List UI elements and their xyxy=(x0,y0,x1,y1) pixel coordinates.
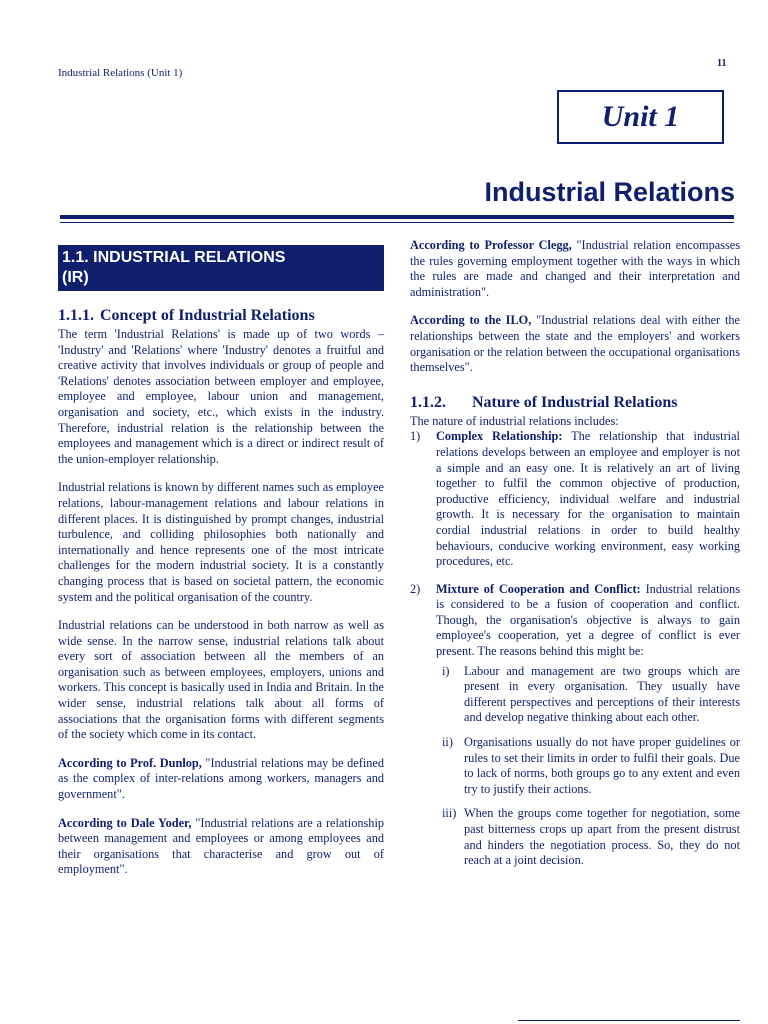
paragraph-ilo xyxy=(410,313,740,375)
reasons-list xyxy=(436,664,740,869)
quote-source-ilo: According to the ILO, xyxy=(410,313,532,328)
list-marker: iii) xyxy=(442,806,457,821)
footer-rule xyxy=(518,1020,740,1021)
item-text: When the groups come together for negotiation, some past bitterness crops up apart from the present distrust and hinders the negotiation process. So, they do not reach at a joint decision. xyxy=(464,806,740,868)
unit-label: Unit 1 xyxy=(601,100,680,133)
quote-yoder: "Industrial relations are a relationship between management and employees or among employees and their organisations that characterise and grow out of employment". xyxy=(58,815,385,877)
item-title: Complex Relationship: xyxy=(436,429,563,444)
unit-label-box xyxy=(557,90,724,144)
paragraph-concept-1: The term 'Industrial Relations' is made up of two words – 'Industry' and 'Relations' where 'Industry' denotes a fruitful and creative activity that involves individuals or group of people and 'Relations' denotes association between employer and employee, employee and employee, labour union and management, organisation and society, etc., which exists in the industry. Therefore, industrial relation is the relationship between the employees and management which is a direct or indirect result of the union-employer relationship. xyxy=(58,327,384,466)
right-column xyxy=(410,238,740,878)
nature-list xyxy=(410,429,740,868)
list-item xyxy=(410,582,740,869)
quote-source-clegg: According to Professor Clegg, xyxy=(410,238,572,252)
list-item xyxy=(436,735,740,797)
quote-ilo: "Industrial relations deal with either the relationships between the state and the employers' and workers organisation or the relation between the occupational organisations themselves". xyxy=(410,313,740,375)
paragraph-concept-3: Industrial relations can be understood in both narrow as well as wide sense. In the narrow sense, industrial relations talk about every sort of association between all the members of an organisation such as between employees, employers, unions and workers. This concept is basically used in India and Britain. In the wider sense, industrial relations talk about all forms of associations that the organisation forms with different segments of the society which come in its contact. xyxy=(58,618,384,742)
subsection-heading-1-1-1 xyxy=(58,307,384,325)
item-text: The relationship that industrial relations develops between an employee and employer is not a simple and an easy one. It is relatively an art of living together to fulfil the common objective of production, productive efficiency, individual welfare and industrial growth. It is necessary for the organisation to maintain cordial industrial relations in order to build healthy behaviours, conducive working environment, easy working procedures, etc. xyxy=(436,429,740,569)
quote-dunlop: "Industrial relations may be defined as the complex of inter-relations among workers, managers and government". xyxy=(58,755,384,802)
title-rule-thin xyxy=(60,222,734,223)
item-title: Mixture of Cooperation and Conflict: xyxy=(436,581,641,596)
paragraph-dunlop xyxy=(58,756,384,803)
list-item xyxy=(436,664,740,726)
running-header: Industrial Relations (Unit 1) xyxy=(58,67,183,79)
section-banner-line1: 1.1. INDUSTRIAL RELATIONS xyxy=(62,249,286,266)
item-text: Labour and management are two groups which are present in every organisation. They usually have different perspectives and perceptions of their interests and develop negative thinking about each other. xyxy=(464,663,740,725)
paragraph-concept-2: Industrial relations is known by different names such as employee relations, labour-management relations and labour relations in different places. It is distinguished by prompt changes, industrial turbulence, and colliding philosophies both nationally and internationally and hence represents one of the most intricate challenges for the modern industrial society. It is a constantly changing process that is based on societal pattern, the economic system and the political organisation of the country. xyxy=(58,480,384,604)
list-marker: i) xyxy=(442,663,450,678)
quote-source-dunlop: According to Prof. Dunlop, xyxy=(58,755,202,770)
subsection-title: Nature of Industrial Relations xyxy=(472,393,678,411)
title-rule-thick xyxy=(60,215,734,219)
subsection-title: Concept of Industrial Relations xyxy=(100,307,315,324)
section-banner xyxy=(58,245,384,291)
item-text: Industrial relations is considered to be a fusion of cooperation and conflict. Though, the organisation's objective is always to gain employee's cooperation, yet a degree of conflict is ever present. The reasons behind this might be: xyxy=(436,581,740,659)
page-number: 11 xyxy=(717,58,727,69)
item-text: Organisations usually do not have proper guidelines or rules to set their limits in order to fulfil their goals. Due to lack of norms, both groups go to any extent and even try to justify their actions. xyxy=(464,735,740,796)
quote-clegg: "Industrial relation encompasses the rules governing employment together with the ways in which the rules are made and changed and their interpretation and administration". xyxy=(410,238,740,299)
nature-intro: The nature of industrial relations includes: xyxy=(410,413,619,428)
left-column xyxy=(58,245,384,891)
subsection-number: 1.1.1. xyxy=(58,307,94,324)
list-item xyxy=(410,429,740,569)
list-marker: 2) xyxy=(410,581,421,596)
subsection-number: 1.1.2. xyxy=(410,393,446,411)
quote-source-yoder: According to Dale Yoder, xyxy=(58,815,192,830)
section-banner-line2: (IR) xyxy=(62,269,89,286)
list-item xyxy=(436,806,740,868)
list-marker: 1) xyxy=(410,429,421,444)
subsection-heading-1-1-2 xyxy=(410,394,740,412)
paragraph-clegg xyxy=(410,238,740,300)
paragraph-yoder xyxy=(58,816,384,878)
chapter-title: Industrial Relations xyxy=(484,177,735,207)
list-marker: ii) xyxy=(442,735,453,750)
